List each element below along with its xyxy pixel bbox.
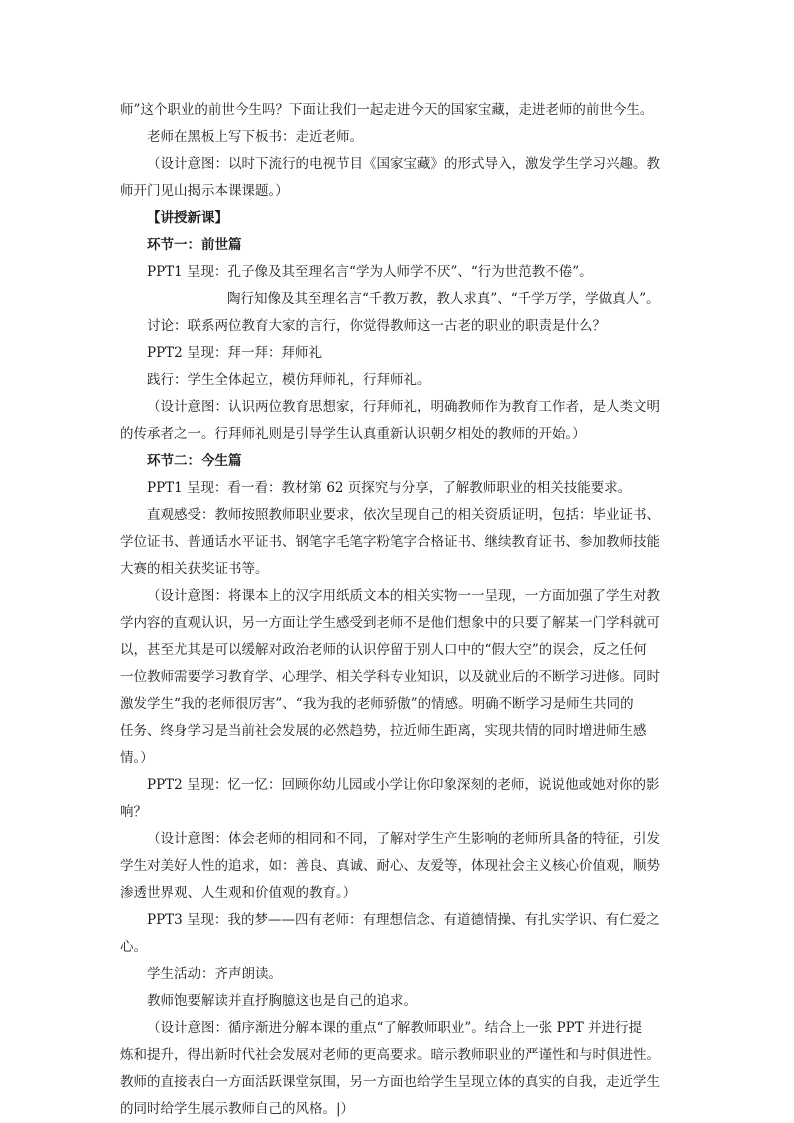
text-line: 陶行知像及其至理名言“千教万教，教人求真”、“千学万学，学做真人”。 xyxy=(227,291,660,307)
text-line: PPT1 呈现：看一看：教材第 62 页探究与分享，了解教师职业的相关技能要求。 xyxy=(147,480,632,496)
text-line: 学生对美好人性的追求，如：善良、真诚、耐心、友爱等，体现社会主义核心价值观，顺势 xyxy=(120,858,660,874)
text-line: （设计意图：体会老师的相同和不同，了解对学生产生影响的老师所具备的特征，引发 xyxy=(147,831,660,847)
text-line: 的同时给学生展示教师自己的风格。|） xyxy=(120,1101,355,1117)
text-line: 一位教师需要学习教育学、心理学、相关学科专业知识，以及就业后的不断学习进修。同时 xyxy=(120,669,660,685)
text-line: 教师饱要解读并直抒胸臆这也是自己的追求。 xyxy=(147,993,417,1009)
text-line: PPT1 呈现：孔子像及其至理名言“学为人师学不厌”、“行为世范教不倦”。 xyxy=(147,264,593,280)
text-line: 任务、终身学习是当前社会发展的必然趋势，拉近师生距离，实现共情的同时增进师生感 xyxy=(120,723,647,739)
text-line: 情。） xyxy=(120,750,154,766)
text-line: 大赛的相关获奖证书等。 xyxy=(120,561,269,577)
text-line: （设计意图：将课本上的汉字用纸质文本的相关实物一一呈现，一方面加强了学生对教 xyxy=(147,588,660,604)
text-line: 以，甚至尤其是可以缓解对政治老师的认识停留于别人口中的“假大空”的误会，反之任何 xyxy=(120,642,647,658)
text-line: 老师在黑板上写下板书：走近老师。 xyxy=(147,129,363,145)
text-line: 响？ xyxy=(120,804,147,820)
text-line: 践行：学生全体起立，模仿拜师礼，行拜师礼。 xyxy=(147,372,431,388)
text-line: 的传承者之一。行拜师礼则是引导学生认真重新认识朝夕相处的教师的开始。） xyxy=(120,426,586,442)
subsection-heading: 环节一：前世篇 xyxy=(147,237,242,253)
text-line: 直观感受：教师按照教师职业要求，依次呈现自己的相关资质证明，包括：毕业证书、 xyxy=(147,507,660,523)
text-line: 学生活动：齐声朗读。 xyxy=(147,966,282,982)
text-line: PPT3 呈现：我的梦——四有老师：有理想信念、有道德情操、有扎实学识、有仁爱之 xyxy=(147,912,660,928)
text-line: 激发学生“我的老师很厉害”、“我为我的老师骄傲”的情感。明确不断学习是师生共同的 xyxy=(120,696,634,712)
subsection-heading: 环节二：今生篇 xyxy=(147,453,242,469)
text-line: （设计意图：认识两位教育思想家，行拜师礼，明确教师作为教育工作者，是人类文明 xyxy=(147,399,660,415)
text-line: 教师的直接表白一方面活跃课堂氛围，另一方面也给学生呈现立体的真实的自我，走近学生 xyxy=(120,1074,660,1090)
text-line: （设计意图：循序渐进分解本课的重点“了解教师职业”。结合上一张 PPT 并进行提 xyxy=(147,1020,643,1036)
text-line: 心。 xyxy=(120,939,147,955)
text-line: PPT2 呈现：忆一忆：回顾你幼儿园或小学让你印象深刻的老师，说说他或她对你的影 xyxy=(147,777,660,793)
text-line: （设计意图：以时下流行的电视节目《国家宝藏》的形式导入，激发学生学习兴趣。教 xyxy=(147,156,660,172)
text-line: 渗透世界观、人生观和价值观的教育。） xyxy=(120,885,357,901)
text-line: 学位证书、普通话水平证书、钢笔字毛笔字粉笔字合格证书、继续教育证书、参加教师技能 xyxy=(120,534,660,550)
text-line: 学内容的直观认识，另一方面让学生感受到老师不是他们想象中的只要了解某一门学科就可 xyxy=(120,615,660,631)
document-body xyxy=(120,97,680,1123)
text-line: 讨论：联系两位教育大家的言行，你觉得教师这一古老的职业的职责是什么？ xyxy=(147,318,606,334)
text-line: 师开门见山揭示本课课题。） xyxy=(120,183,289,199)
text-line: 师”这个职业的前世今生吗？下面让我们一起走进今天的国家宝藏，走进老师的前世今生。 xyxy=(120,102,654,118)
text-line: PPT2 呈现：拜一拜：拜师礼 xyxy=(147,345,323,361)
text-line: 炼和提升，得出新时代社会发展对老师的更高要求。暗示教师职业的严谨性和与时俱进性。 xyxy=(120,1047,660,1063)
section-heading: 【讲授新课】 xyxy=(147,210,228,226)
